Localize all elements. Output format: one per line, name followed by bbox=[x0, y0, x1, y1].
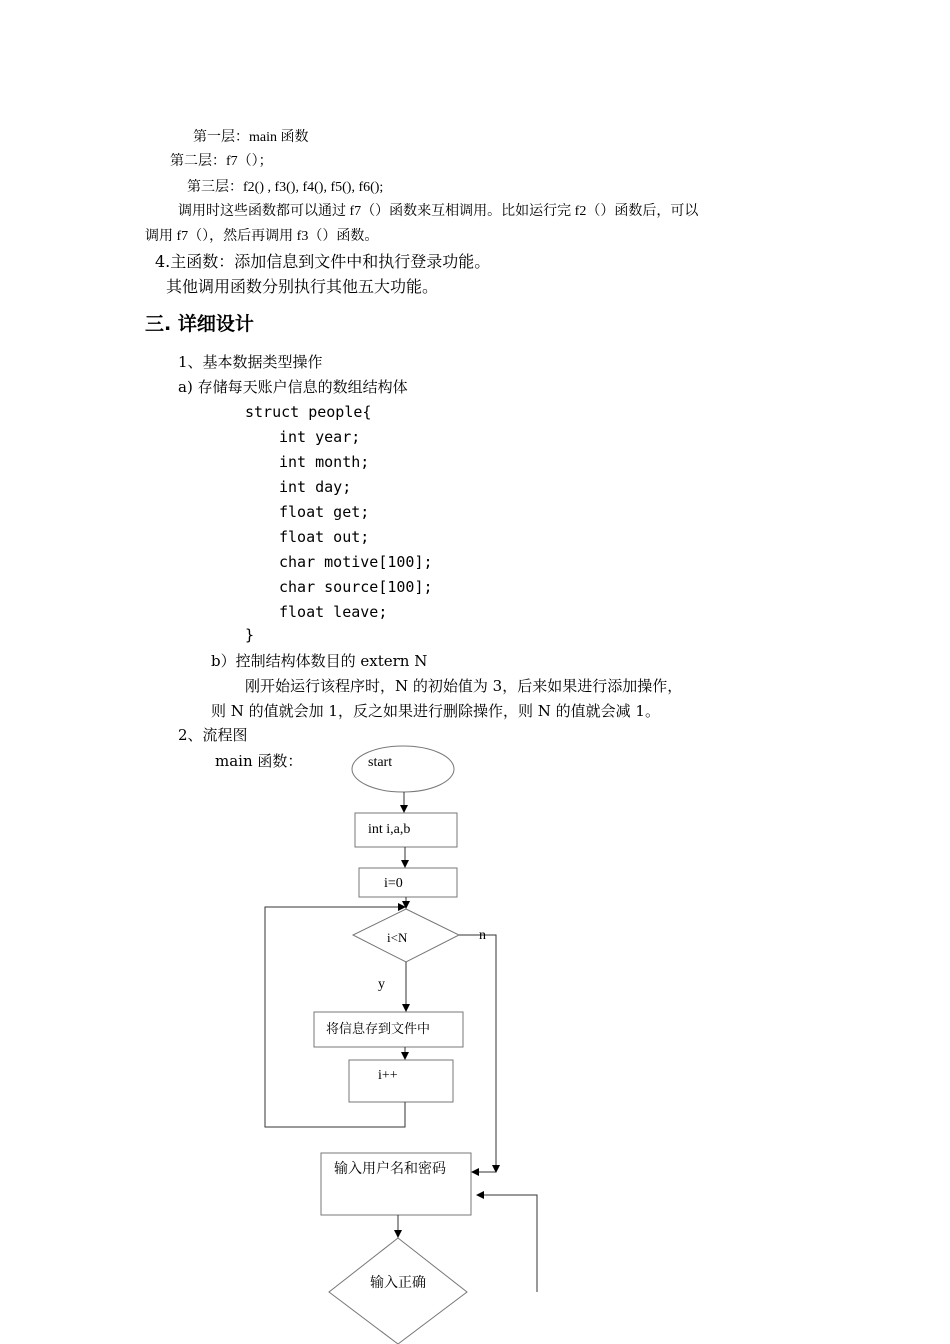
flow-init-box bbox=[359, 868, 457, 897]
code-line: struct people{ bbox=[245, 403, 372, 421]
section-heading: 三. 详细设计 bbox=[145, 313, 254, 335]
code-line: float get; bbox=[279, 503, 370, 521]
code-line: float out; bbox=[279, 528, 370, 546]
item1b-desc-line2: 则 N 的值就会加 1，反之如果进行删除操作，则 N 的值就会减 1。 bbox=[211, 702, 660, 720]
flow-input-label: 输入用户名和密码 bbox=[334, 1161, 446, 1177]
flow-check-label: 输入正确 bbox=[370, 1275, 426, 1291]
item1-text: 1、基本数据类型操作 bbox=[178, 353, 323, 371]
call-note-line2: 调用 f7（），然后再调用 f3（）函数。 bbox=[145, 229, 379, 244]
main-func-label: main 函数： bbox=[215, 752, 303, 770]
call-note-line1: 调用时这些函数都可以通过 f7（）函数来互相调用。比如运行完 f2（）函数后，可以 bbox=[178, 204, 699, 219]
item1a-text: a) 存储每天账户信息的数组结构体 bbox=[178, 378, 408, 396]
flow-yes-label: y bbox=[378, 977, 385, 992]
flow-cond-label: i<N bbox=[387, 930, 408, 945]
flow-incr-label: i++ bbox=[378, 1068, 398, 1083]
code-line: char source[100]; bbox=[279, 578, 433, 596]
code-line: char motive[100]; bbox=[279, 553, 433, 571]
flow-init-label: i=0 bbox=[384, 876, 403, 891]
item1b-text: b）控制结构体数目的 extern N bbox=[211, 652, 428, 670]
code-line: float leave; bbox=[279, 603, 388, 621]
flow-no-branch bbox=[459, 935, 496, 1172]
code-line: int month; bbox=[279, 453, 370, 471]
flow-start-label: start bbox=[368, 755, 393, 770]
layer2-text: 第二层：f7（）； bbox=[170, 154, 273, 169]
layer1-text: 第一层：main 函数 bbox=[193, 130, 309, 145]
flow-no-label: n bbox=[479, 928, 486, 943]
flow-incr-box bbox=[349, 1060, 453, 1102]
flow-retry-loop bbox=[477, 1195, 537, 1292]
code-line: int day; bbox=[279, 478, 352, 496]
other-funcs-text: 其他调用函数分别执行其他五大功能。 bbox=[166, 277, 439, 296]
flow-loop-back bbox=[265, 907, 408, 1127]
item2-text: 2、流程图 bbox=[178, 726, 248, 744]
main-func-text: 4.主函数：添加信息到文件中和执行登录功能。 bbox=[155, 252, 491, 271]
flow-decl-label: int i,a,b bbox=[368, 822, 411, 837]
item1b-desc-line1: 刚开始运行该程序时，N 的初始值为 3，后来如果进行添加操作， bbox=[245, 677, 683, 695]
code-line: int year; bbox=[279, 428, 361, 446]
code-line: } bbox=[245, 626, 255, 644]
flow-save-label: 将信息存到文件中 bbox=[326, 1022, 431, 1037]
layer3-text: 第三层：f2() , f3(), f4(), f5(), f6(); bbox=[187, 180, 384, 195]
